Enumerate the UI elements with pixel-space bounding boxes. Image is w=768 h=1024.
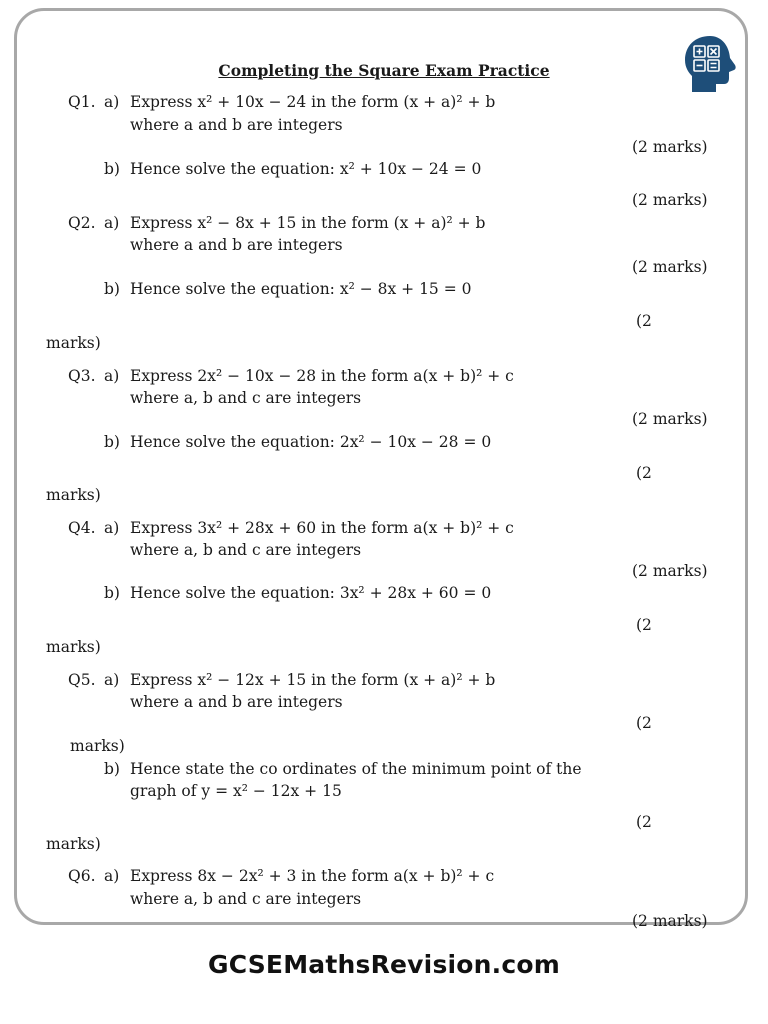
q5-b-marks-open: (2 — [636, 813, 652, 831]
q3-b-marks-open: (2 — [636, 464, 652, 482]
q4-b-label: b) — [104, 584, 120, 602]
q2-a-label: a) — [104, 214, 120, 232]
page-title: Completing the Square Exam Practice — [218, 61, 550, 80]
q2-b-marks-open: (2 — [636, 312, 652, 330]
q3-a-label: a) — [104, 367, 120, 385]
q1-b-marks: (2 marks) — [632, 191, 708, 209]
q4-b-marks-close: marks) — [46, 638, 101, 656]
q5-b-marks-close: marks) — [46, 835, 101, 853]
q4-b-text: Hence solve the equation: 3x² + 28x + 60 = 0 — [130, 584, 492, 602]
q3-b-text: Hence solve the equation: 2x² − 10x − 28 = 0 — [130, 433, 492, 451]
site-footer-logo: GCSEMathsRevision.com — [207, 950, 561, 979]
q5-number: Q5. — [68, 671, 96, 689]
q5-a-label: a) — [104, 671, 120, 689]
q5-a-line2: where a and b are integers — [130, 693, 343, 711]
q2-a-line2: where a and b are integers — [130, 236, 343, 254]
q3-a-line2: where a, b and c are integers — [130, 389, 362, 407]
q1-b-text: Hence solve the equation: x² + 10x − 24 = 0 — [130, 160, 482, 178]
q3-a-marks: (2 marks) — [632, 410, 708, 428]
q5-b-text: Hence state the co ordinates of the minimum point of the — [130, 760, 582, 778]
q4-b-marks-open: (2 — [636, 616, 652, 634]
q1-a-marks: (2 marks) — [632, 138, 708, 156]
q4-a-label: a) — [104, 519, 120, 537]
q2-b-marks-close: marks) — [46, 334, 101, 352]
q5-b-label: b) — [104, 760, 120, 778]
q1-number: Q1. — [68, 93, 96, 111]
q3-b-label: b) — [104, 433, 120, 451]
q2-a-text: Express x² − 8x + 15 in the form (x + a)² + b — [130, 214, 486, 232]
q4-number: Q4. — [68, 519, 96, 537]
q6-a-line2: where a, b and c are integers — [130, 890, 362, 908]
q5-a-marks-close: marks) — [70, 737, 125, 755]
q5-a-marks-open: (2 — [636, 714, 652, 732]
q1-a-text: Express x² + 10x − 24 in the form (x + a)² + b — [130, 93, 496, 111]
q1-b-label: b) — [104, 160, 120, 178]
q4-a-line2: where a, b and c are integers — [130, 541, 362, 559]
q5-a-text: Express x² − 12x + 15 in the form (x + a)² + b — [130, 671, 496, 689]
q4-a-marks: (2 marks) — [632, 562, 708, 580]
q1-a-label: a) — [104, 93, 120, 111]
q2-b-text: Hence solve the equation: x² − 8x + 15 = 0 — [130, 280, 472, 298]
q3-a-text: Express 2x² − 10x − 28 in the form a(x + b)² + c — [130, 367, 514, 385]
q4-a-text: Express 3x² + 28x + 60 in the form a(x + b)² + c — [130, 519, 514, 537]
q2-a-marks: (2 marks) — [632, 258, 708, 276]
q3-b-marks-close: marks) — [46, 486, 101, 504]
q1-a-line2: where a and b are integers — [130, 116, 343, 134]
q2-b-label: b) — [104, 280, 120, 298]
q6-a-marks: (2 marks) — [632, 912, 708, 930]
q5-b-line2: graph of y = x² − 12x + 15 — [130, 782, 342, 800]
q6-a-label: a) — [104, 867, 120, 885]
q2-number: Q2. — [68, 214, 96, 232]
q3-number: Q3. — [68, 367, 96, 385]
q6-a-text: Express 8x − 2x² + 3 in the form a(x + b)² + c — [130, 867, 495, 885]
q6-number: Q6. — [68, 867, 96, 885]
